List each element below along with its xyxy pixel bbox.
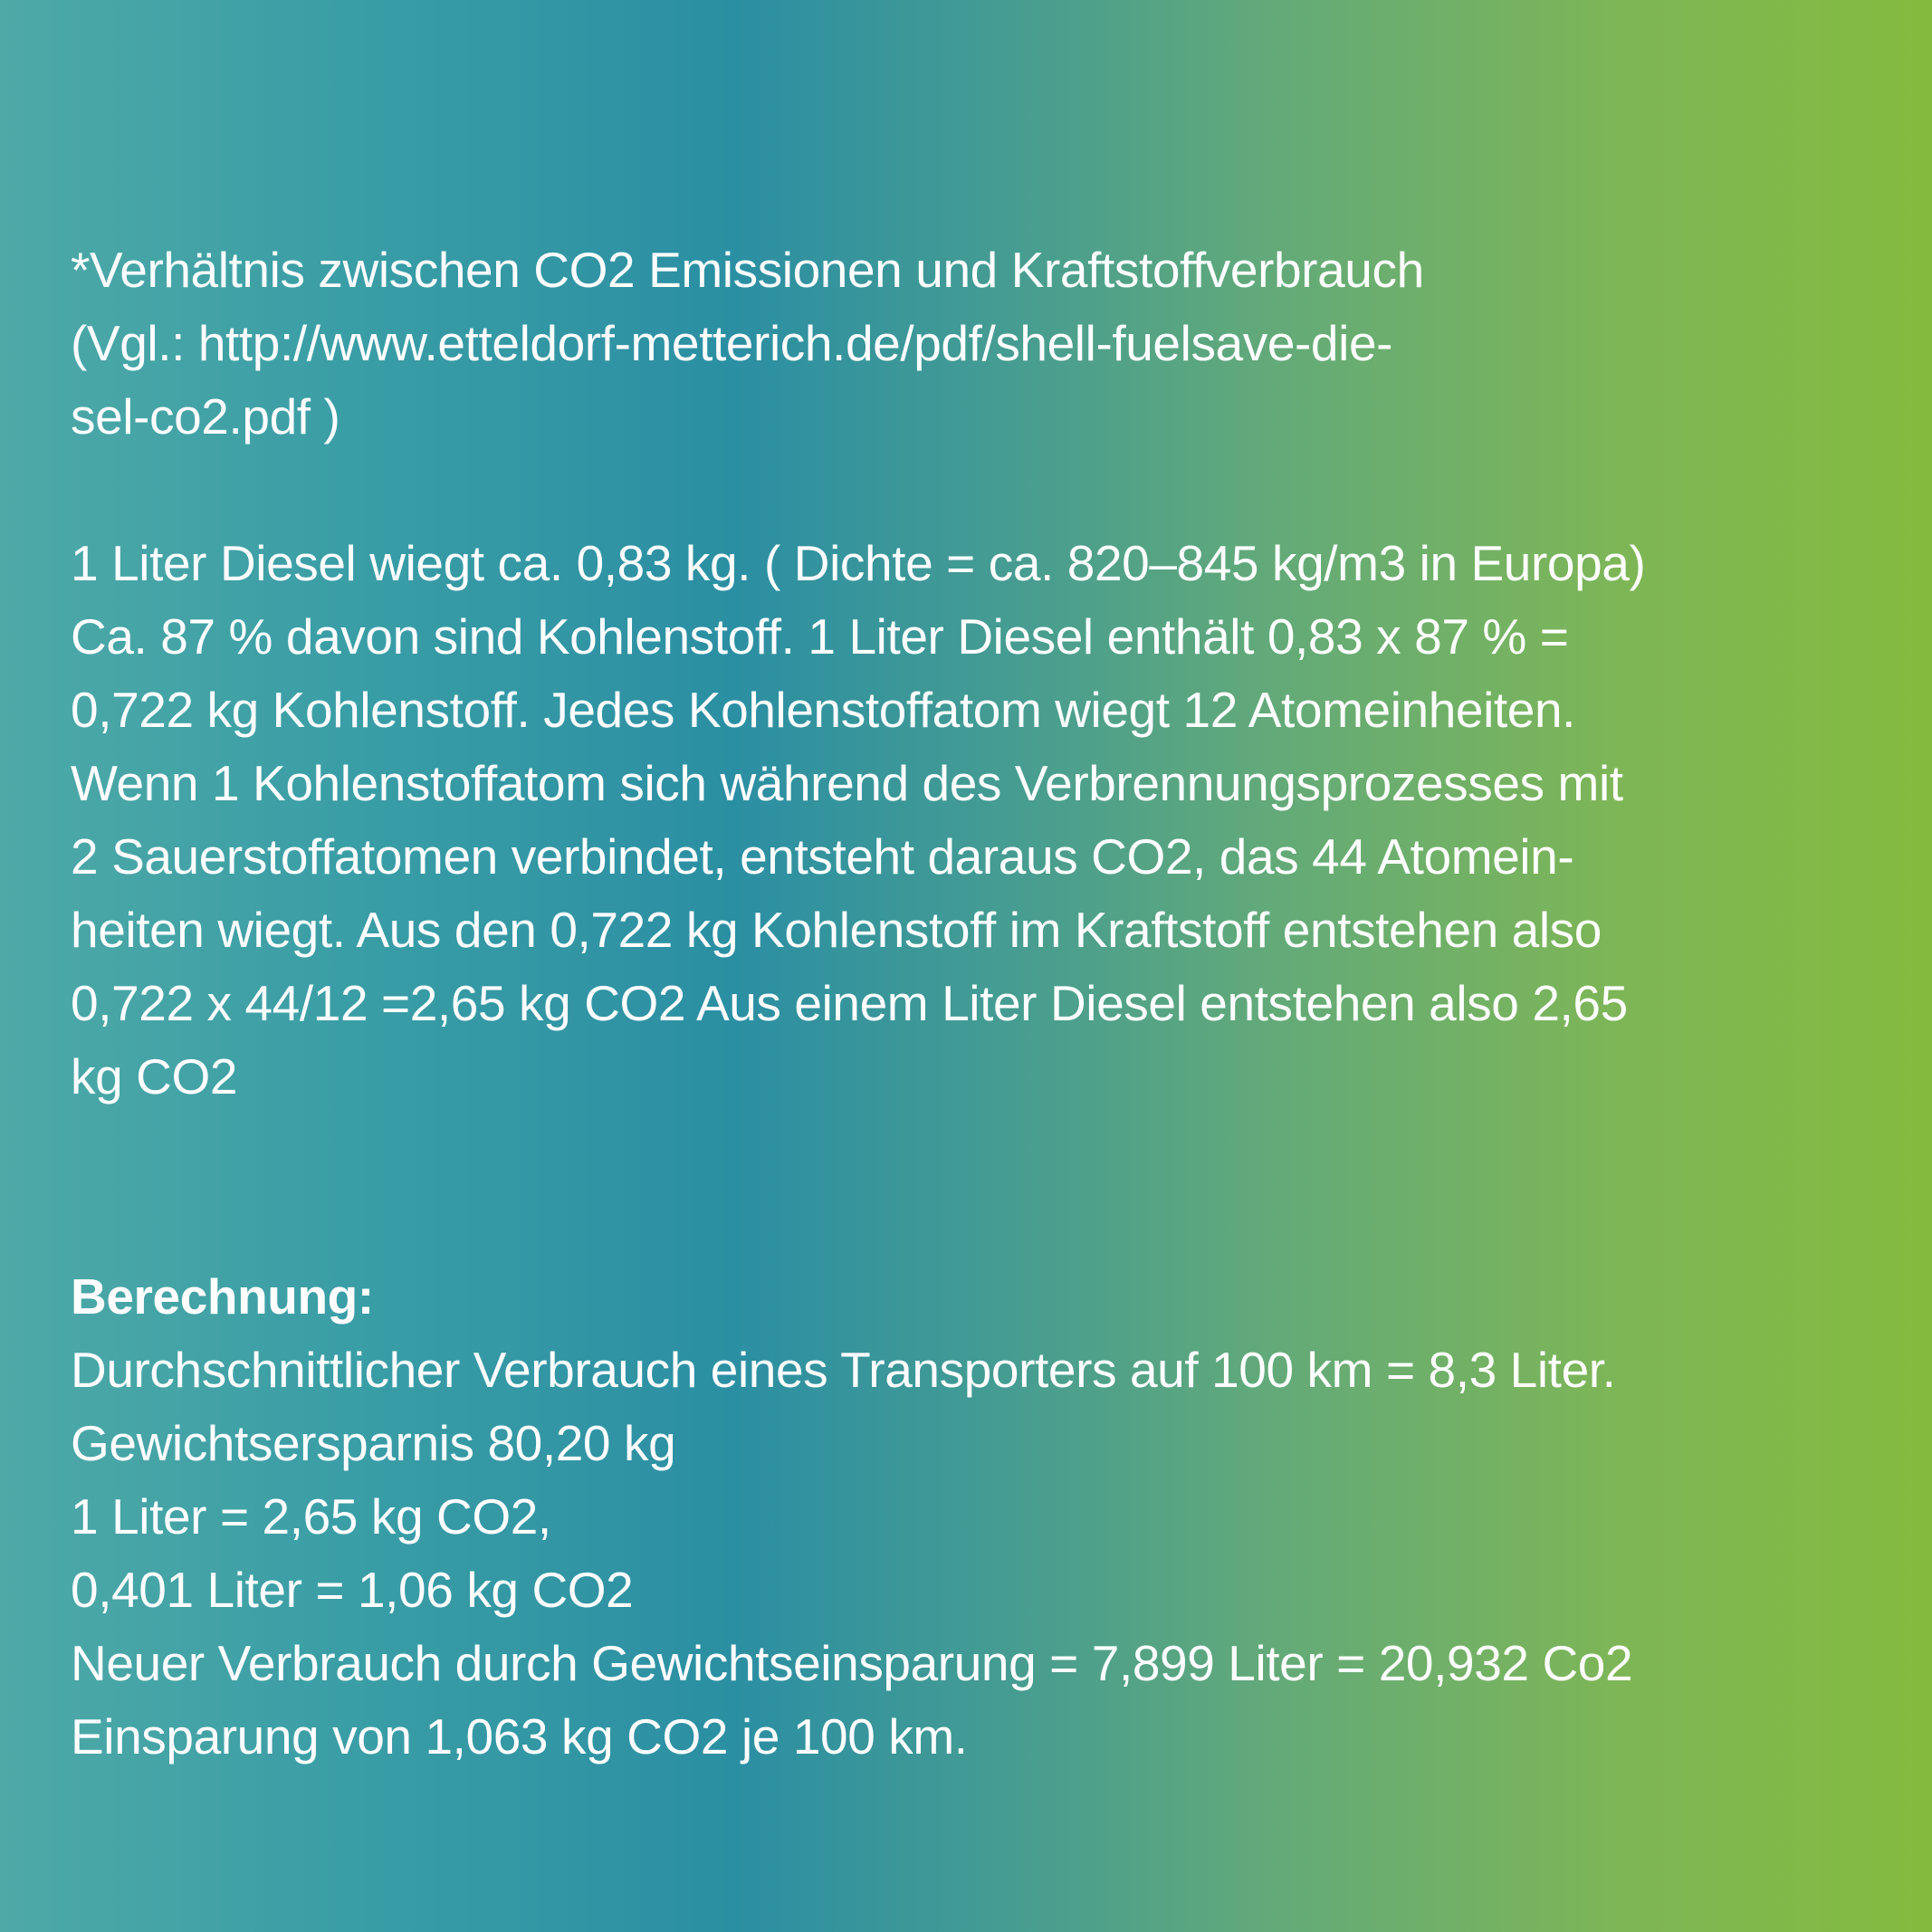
explanation-line: 0,722 x 44/12 =2,65 kg CO2 Aus einem Liter Diesel entstehen also 2,65 (71, 975, 1628, 1031)
reference-line: (Vgl.: http://www.etteldorf-metterich.de/pdf/shell-fuelsave-die- (71, 315, 1393, 371)
calculation-block (71, 1260, 1890, 1774)
explanation-line: kg CO2 (71, 1048, 238, 1105)
calculation-line: 1 Liter = 2,65 kg CO2, (71, 1488, 551, 1545)
explanation-line: 0,722 kg Kohlenstoff. Jedes Kohlenstoffatom wiegt 12 Atomeinheiten. (71, 682, 1576, 738)
reference-block (71, 234, 1890, 454)
explanation-block (71, 527, 1890, 1114)
explanation-line: Wenn 1 Kohlenstoffatom sich während des Verbrennungsprozesses mit (71, 755, 1623, 811)
explanation-line: 1 Liter Diesel wiegt ca. 0,83 kg. ( Dichte = ca. 820–845 kg/m3 in Europa) (71, 535, 1646, 591)
calculation-line: 0,401 Liter = 1,06 kg CO2 (71, 1562, 634, 1618)
calculation-line: Neuer Verbrauch durch Gewichtseinsparung = 7,899 Liter = 20,932 Co2 (71, 1635, 1633, 1691)
reference-line: sel-co2.pdf ) (71, 388, 340, 445)
calculation-line: Durchschnittlicher Verbrauch eines Transporters auf 100 km = 8,3 Liter. (71, 1342, 1616, 1398)
document-body (71, 234, 1890, 1774)
calculation-line: Gewichtsersparnis 80,20 kg (71, 1415, 676, 1471)
calculation-line: Einsparung von 1,063 kg CO2 je 100 km. (71, 1708, 968, 1765)
explanation-line: heiten wiegt. Aus den 0,722 kg Kohlenstoff im Kraftstoff entstehen also (71, 902, 1602, 958)
paragraph-spacer (71, 1114, 1890, 1260)
paragraph-spacer (71, 454, 1890, 527)
reference-line: *Verhältnis zwischen CO2 Emissionen und Kraftstoffverbrauch (71, 242, 1424, 298)
explanation-line: Ca. 87 % davon sind Kohlenstoff. 1 Liter Diesel enthält 0,83 x 87 % = (71, 608, 1569, 665)
explanation-line: 2 Sauerstoffatomen verbindet, entsteht daraus CO2, das 44 Atomein- (71, 828, 1574, 885)
calculation-heading: Berechnung: (71, 1268, 374, 1325)
